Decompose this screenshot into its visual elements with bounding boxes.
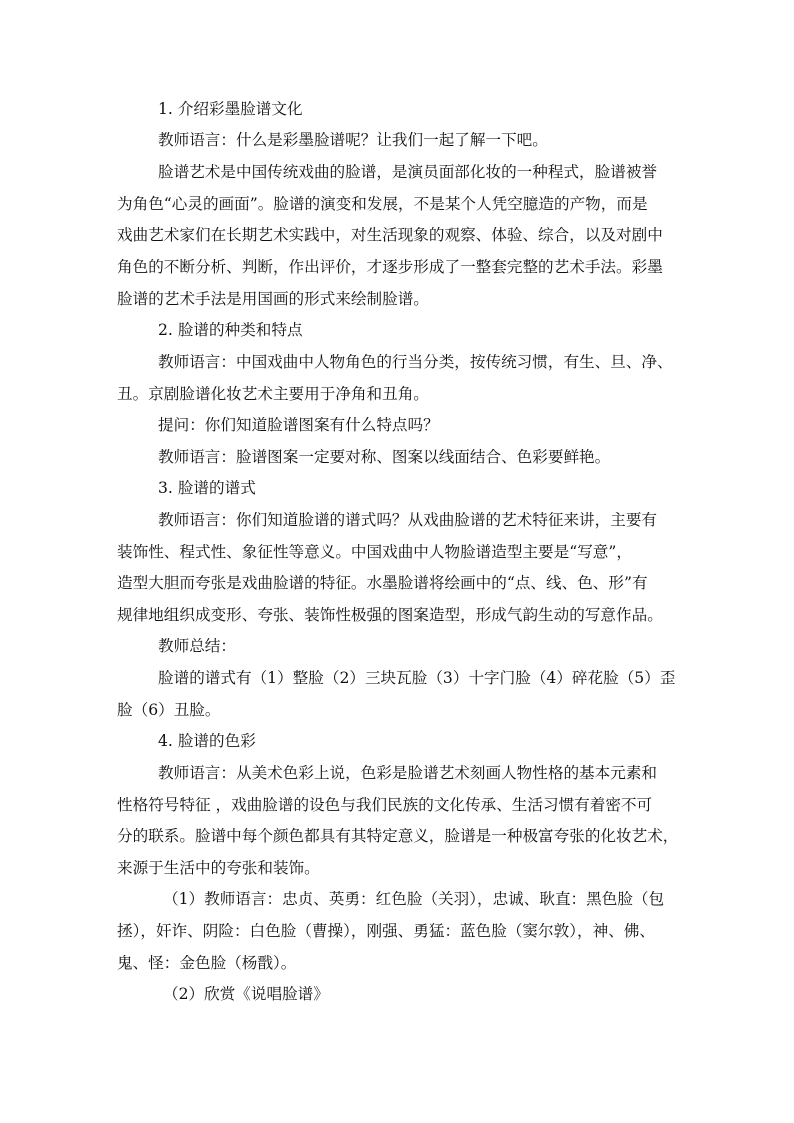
paragraph-line: 丑。京剧脸谱化妆艺术主要用于净角和丑角。 — [117, 385, 429, 403]
paragraph-line: 脸谱艺术是中国传统戏曲的脸谱，是演员面部化妆的一种程式，脸谱被誉 — [158, 163, 658, 181]
section-heading-4: 4. 脸谱的色彩 — [158, 732, 256, 750]
paragraph-line: 规律地组织成变形、夸张、装饰性极强的图案造型，形成气韵生动的写意作品。 — [117, 606, 663, 624]
paragraph-line: 性格符号特征 ，戏曲脸谱的设色与我们民族的文化传承、生活习惯有着密不可 — [117, 796, 653, 814]
list-item-line: 拯），奸诈、阴险：白色脸（曹操），刚强、勇猛：蓝色脸（窦尔敦），神、佛、 — [117, 922, 655, 940]
list-item-line: （2）欣赏《说唱脸谱》 — [163, 985, 329, 1003]
paragraph-line: 教师语言：脸谱图案一定要对称、图案以线面结合、色彩要鲜艳。 — [158, 448, 611, 466]
paragraph-line: 教师总结： — [158, 637, 236, 655]
paragraph-line: 来源于生活中的夸张和装饰。 — [117, 859, 320, 877]
section-heading-3: 3. 脸谱的谱式 — [158, 479, 256, 497]
paragraph-line: 装饰性、程式性、象征性等意义。中国戏曲中人物脸谱造型主要是“写意”， — [117, 543, 632, 561]
paragraph-line: 教师语言：中国戏曲中人物角色的行当分类，按传统习惯，有生、旦、净、 — [158, 353, 673, 371]
paragraph-line: 角色的不断分析、判断，作出评价，才逐步形成了一整套完整的艺术手法。彩墨 — [117, 258, 663, 276]
paragraph-line: 为角色“心灵的画面”。脸谱的演变和发展，不是某个人凭空臆造的产物，而是 — [117, 195, 648, 213]
paragraph-line: 脸谱的艺术手法是用国画的形式来绘制脸谱。 — [117, 290, 429, 308]
paragraph-line: 脸谱的谱式有（1）整脸（2）三块瓦脸（3）十字门脸（4）碎花脸（5）歪 — [158, 669, 676, 687]
paragraph-line: 教师语言：你们知道脸谱的谱式吗？从戏曲脸谱的艺术特征来讲，主要有 — [158, 511, 658, 529]
paragraph-line: 提问：你们知道脸谱图案有什么特点吗？ — [158, 416, 439, 434]
section-heading-2: 2. 脸谱的种类和特点 — [158, 321, 303, 339]
list-item-line: （1）教师语言：忠贞、英勇：红色脸（关羽），忠诚、耿直：黑色脸（包 — [163, 890, 665, 908]
paragraph-line: 造型大胆而夸张是戏曲脸谱的特征。水墨脸谱将绘画中的“点、线、色、形”有 — [117, 574, 648, 592]
paragraph-line: 分的联系。脸谱中每个颜色都具有其特定意义，脸谱是一种极富夸张的化妆艺术， — [117, 827, 679, 845]
paragraph-line: 教师语言：什么是彩墨脸谱呢？让我们一起了解一下吧。 — [158, 131, 548, 149]
section-heading-1: 1. 介绍彩墨脸谱文化 — [158, 100, 303, 118]
paragraph-line: 戏曲艺术家们在长期艺术实践中，对生活现象的观察、体验、综合，以及对剧中 — [117, 226, 663, 244]
paragraph-line: 脸（6）丑脸。 — [117, 701, 221, 719]
list-item-line: 鬼、怪：金色脸（杨戬）。 — [117, 954, 297, 972]
paragraph-line: 教师语言：从美术色彩上说，色彩是脸谱艺术刻画人物性格的基本元素和 — [158, 764, 658, 782]
